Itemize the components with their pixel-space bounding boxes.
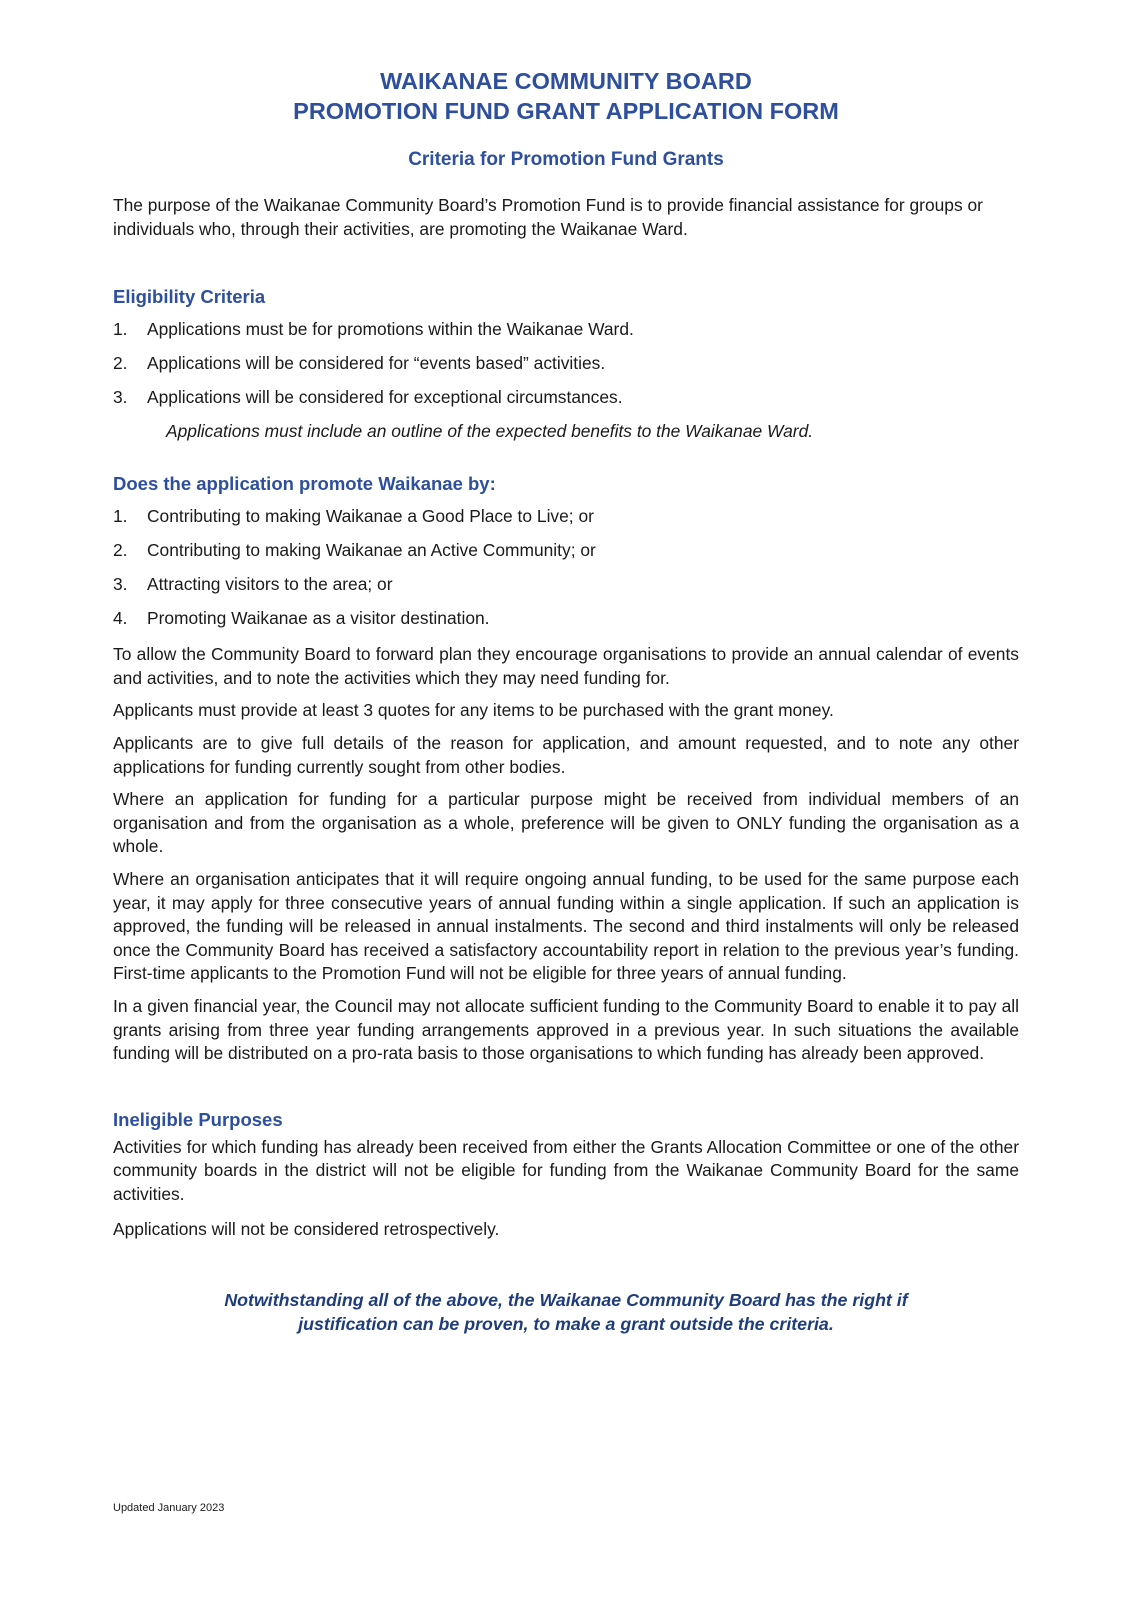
body-paragraph: Applicants must provide at least 3 quotes for any items to be purchased with the grant money. <box>113 700 834 721</box>
list-item <box>113 318 1019 342</box>
eligibility-list <box>113 318 1019 410</box>
eligibility-heading: Eligibility Criteria <box>113 286 266 308</box>
body-paragraph: Where an application for funding for a particular purpose might be received from individual members of an organisation and from the organisation as a whole, preference will be given to ONLY funding the organisation as a whole. <box>113 789 1019 857</box>
document-subtitle: Criteria for Promotion Fund Grants <box>408 149 724 170</box>
list-item <box>113 573 1019 597</box>
title-line-1: WAIKANAE COMMUNITY BOARD <box>380 68 752 94</box>
list-item-number: 2. <box>113 539 128 560</box>
list-item <box>113 505 1019 529</box>
promote-list <box>113 505 1019 631</box>
list-item <box>113 352 1019 376</box>
document-page <box>113 66 1019 1336</box>
list-item-number: 3. <box>113 573 128 594</box>
list-item-text: Attracting visitors to the area; or <box>147 573 393 594</box>
list-item-number: 2. <box>113 353 128 374</box>
list-item-number: 4. <box>113 607 128 628</box>
promote-heading: Does the application promote Waikanae by: <box>113 472 496 494</box>
list-item-text: Applications must be for promotions within the Waikanae Ward. <box>147 319 634 340</box>
list-item-text: Promoting Waikanae as a visitor destination. <box>147 607 490 628</box>
ineligible-heading: Ineligible Purposes <box>113 1108 283 1130</box>
list-item-text: Contributing to making Waikanae a Good Place to Live; or <box>147 505 594 526</box>
intro-paragraph: The purpose of the Waikanae Community Board’s Promotion Fund is to provide financial assistance for groups or individuals who, through their activities, are promoting the Waikanae Ward. <box>113 195 983 239</box>
body-paragraph: Applicants are to give full details of the reason for application, and amount requested, and to note any other applications for funding currently sought from other bodies. <box>113 733 1019 777</box>
final-note-line-2: justification can be proven, to make a grant outside the criteria. <box>298 1314 834 1335</box>
body-paragraph: In a given financial year, the Council may not allocate sufficient funding to the Community Board to enable it to pay all grants arising from three year funding arrangements approved in a previous year. In such situations the available funding will be distributed on a pro-rata basis to those organisations to which funding has already been approved. <box>113 996 1019 1064</box>
list-item <box>113 539 1019 563</box>
body-paragraph: To allow the Community Board to forward plan they encourage organisations to provide an annual calendar of events and activities, and to note the activities which they may need funding for. <box>113 644 1019 688</box>
title-line-2: PROMOTION FUND GRANT APPLICATION FORM <box>293 98 839 124</box>
list-item-number: 1. <box>113 505 128 526</box>
ineligible-paragraph: Applications will not be considered retrospectively. <box>113 1218 500 1239</box>
final-note-line-1: Notwithstanding all of the above, the Waikanae Community Board has the right if <box>224 1290 908 1311</box>
list-item-number: 1. <box>113 319 128 340</box>
list-item <box>113 386 1019 410</box>
eligibility-note: Applications must include an outline of the expected benefits to the Waikanae Ward. <box>166 421 814 442</box>
list-item-text: Contributing to making Waikanae an Active Community; or <box>147 539 596 560</box>
final-note <box>113 1288 1019 1336</box>
list-item-text: Applications will be considered for exceptional circumstances. <box>147 387 623 408</box>
footer-updated-date: Updated January 2023 <box>113 1502 225 1514</box>
list-item <box>113 607 1019 631</box>
body-paragraph: Where an organisation anticipates that it will require ongoing annual funding, to be used for the same purpose each year, it may apply for three consecutive years of annual funding within a single application. If such an application is approved, the funding will be released in annual instalments. The second and third instalments will only be released once the Community Board has received a satisfactory accountability report in relation to the previous year’s funding. First-time applicants to the Promotion Fund will not be eligible for three years of annual funding. <box>113 869 1019 984</box>
list-item-number: 3. <box>113 387 128 408</box>
list-item-text: Applications will be considered for “events based” activities. <box>147 353 606 374</box>
ineligible-paragraph: Activities for which funding has already been received from either the Grants Allocation Committee or one of the other community boards in the district will not be eligible for funding from the Waikanae Community Board for the same activities. <box>113 1136 1019 1204</box>
document-title <box>113 66 1019 126</box>
